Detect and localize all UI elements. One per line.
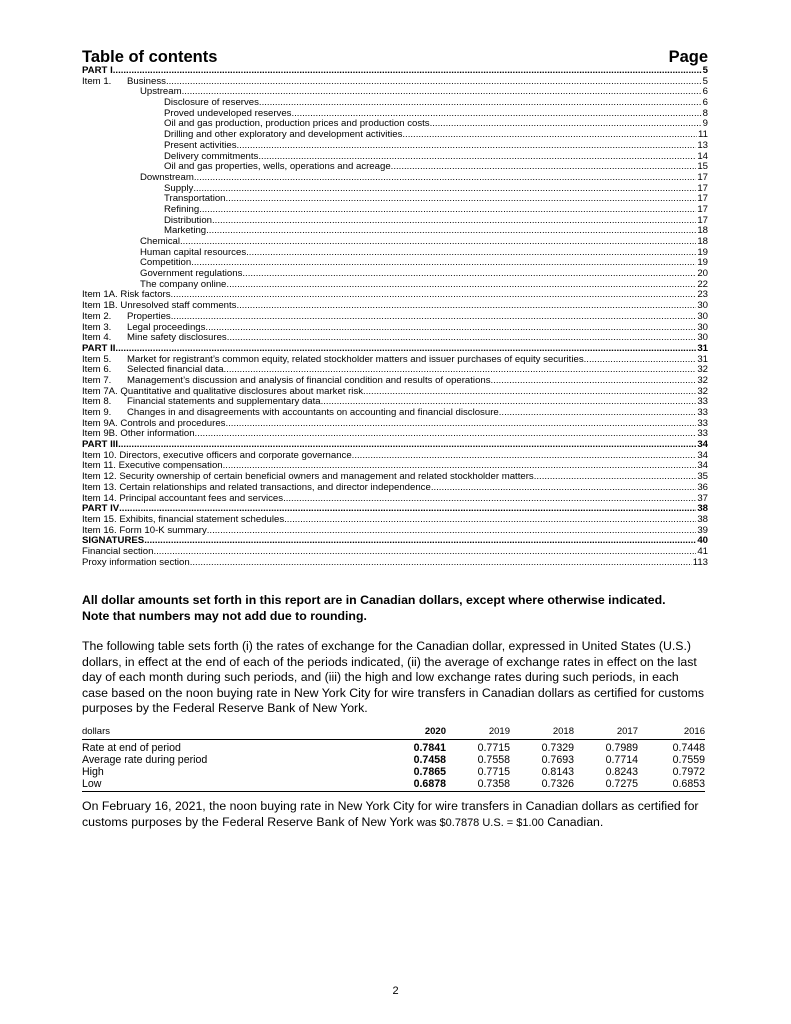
table-row <box>82 766 705 778</box>
rate-cell: 0.7715 <box>477 742 510 755</box>
toc-item-title: Supply <box>164 182 194 194</box>
toc-dot-leader <box>491 376 697 387</box>
toc-item-number: Item 1B. <box>82 300 118 312</box>
toc-dot-leader <box>391 162 697 173</box>
toc-item-title: The company online <box>140 278 227 290</box>
rate-cell: 0.7559 <box>672 754 705 767</box>
toc-page-number: 20 <box>697 268 708 280</box>
toc-entry[interactable] <box>82 536 708 547</box>
toc-page-number: 5 <box>702 65 708 76</box>
toc-page-number: 11 <box>698 129 708 141</box>
toc-page-number: 22 <box>697 278 708 290</box>
toc-page-number: 17 <box>697 193 708 205</box>
toc-entry[interactable] <box>82 526 708 537</box>
toc-dot-leader <box>402 130 697 141</box>
toc-dot-leader <box>237 141 697 152</box>
toc-page-number: 34 <box>697 449 708 461</box>
toc-page-number: 32 <box>697 385 708 397</box>
table-row <box>82 754 705 766</box>
toc-item-title: Government regulations <box>140 268 243 280</box>
toc-item-title: Oil and gas production, production prices and production costs <box>164 118 430 130</box>
toc-page-number: 40 <box>697 535 708 547</box>
toc-page-number: 39 <box>697 524 708 536</box>
toc-page-number: 34 <box>697 439 708 451</box>
toc-page-number: 34 <box>697 460 708 472</box>
toc-dot-leader <box>226 280 696 291</box>
toc-page-number: 35 <box>697 471 708 483</box>
toc-page-number: 30 <box>697 310 708 322</box>
rate-cell: 0.7358 <box>446 778 510 792</box>
rate-cell: 0.7715 <box>477 766 510 779</box>
toc-item-title: Oil and gas properties, wells, operations and acreage <box>164 161 391 173</box>
toc-item-title: Drilling and other exploratory and development activities <box>164 129 403 141</box>
page-number: 2 <box>392 985 399 997</box>
toc-dot-leader <box>226 194 697 205</box>
toc-item-number: Item 9. <box>82 407 112 418</box>
toc-item-title: Business <box>127 75 166 87</box>
toc-item-title: Distribution <box>164 214 212 226</box>
toc-dot-leader <box>584 355 697 366</box>
toc-page-number: 33 <box>697 417 708 429</box>
toc-item-number: Item 16. <box>82 524 117 536</box>
toc-page-number: 31 <box>697 342 708 354</box>
toc-page-number: 15 <box>697 161 708 173</box>
toc-page-number: 19 <box>697 257 708 269</box>
rate-cell: 0.7865 <box>413 766 446 779</box>
toc-dot-leader <box>193 184 696 195</box>
toc-item-title: Proxy information section <box>82 556 190 568</box>
toc-entry[interactable] <box>82 333 708 344</box>
toc-item-title: Security ownership of certain beneficial owners and management and related stockholder matters <box>119 471 534 483</box>
toc-dot-leader <box>227 333 697 344</box>
table-header-row <box>82 726 705 740</box>
toc-dot-leader <box>113 66 702 77</box>
notice-line-1: All dollar amounts set forth in this report are in Canadian dollars, except where otherwise indicated. <box>82 593 666 608</box>
toc-page-number: 33 <box>697 396 708 408</box>
toc-item-title: Disclosure of reserves <box>164 97 259 109</box>
toc-page-number: 8 <box>702 107 708 119</box>
toc-item-title: Certain relationships and related transactions, and director independence <box>119 481 431 493</box>
toc-page-number: 17 <box>697 171 708 183</box>
toc-page-number: 17 <box>697 203 708 215</box>
toc-item-title: Controls and procedures <box>120 417 226 429</box>
currency-notice <box>82 592 708 624</box>
toc-page-number: 30 <box>697 300 708 312</box>
exchange-rate-table <box>82 726 705 792</box>
toc-item-title: Chemical <box>140 236 180 247</box>
toc-page-number: 18 <box>697 225 708 237</box>
toc-item-title: Human capital resources <box>140 246 247 258</box>
rate-cell: 0.7329 <box>541 742 574 755</box>
row-label: Rate at end of period <box>82 742 181 755</box>
toc-item-number: Item 12. <box>82 471 117 483</box>
toc-item-number: Item 1A. <box>82 289 118 301</box>
toc-page-number: 30 <box>697 332 708 344</box>
toc-item-title: Transportation <box>164 193 226 205</box>
toc-item-number: Item 7. <box>82 374 112 386</box>
toc-dot-leader <box>195 429 697 440</box>
toc-item-title: SIGNATURES <box>82 535 145 547</box>
toc-item-title: Legal proceedings <box>127 321 206 333</box>
toc-dot-leader <box>153 547 696 558</box>
toc-entry[interactable] <box>82 301 708 312</box>
toc-item-number: Item 7A. <box>82 385 118 397</box>
toc-item-number: Item 9A. <box>82 417 118 429</box>
toc-dot-leader <box>534 472 697 483</box>
toc-item-number: Item 3. <box>82 321 112 333</box>
toc-page-number: 32 <box>697 364 708 376</box>
toc-item-title: Proved undeveloped reserves <box>164 107 292 119</box>
toc-item-number: Item 9B. <box>82 428 118 440</box>
toc-item-title: Marketing <box>164 225 207 237</box>
toc-page-number: 37 <box>697 492 708 504</box>
toc-item-title: Quantitative and qualitative disclosures about market risk <box>120 385 364 397</box>
toc-list <box>82 66 708 568</box>
toc-page-number: 5 <box>702 75 708 87</box>
closing-text-b: was $0.7878 U.S. = $1.00 <box>416 816 544 829</box>
toc-dot-leader <box>199 205 696 216</box>
toc-dot-leader <box>246 248 696 259</box>
rate-cell: 0.7448 <box>672 742 705 755</box>
toc-item-title: Selected financial data <box>127 364 224 376</box>
toc-item-title: Market for registrant’s common equity, related stockholder matters and issuer purchases of equity securities <box>127 353 584 365</box>
toc-item-title: Changes in and disagreements with accountants on accounting and financial disclosure <box>127 407 499 418</box>
toc-dot-leader <box>499 408 697 419</box>
toc-page-number: 33 <box>697 428 708 440</box>
year-header: 2017 <box>574 726 638 740</box>
toc-dot-leader <box>212 216 696 227</box>
toc-page-number: 33 <box>697 407 708 418</box>
toc-dot-leader <box>259 98 702 109</box>
toc-page-number: 14 <box>697 150 708 162</box>
toc-item-number: Item 6. <box>82 364 112 376</box>
row-label: Low <box>82 778 382 792</box>
toc-page-number: 17 <box>697 214 708 226</box>
toc-item-title: Risk factors <box>120 289 171 301</box>
toc-entry-label <box>82 344 115 355</box>
table-row <box>82 778 705 792</box>
toc-dot-leader <box>180 237 696 248</box>
toc-entry-label <box>82 558 190 569</box>
toc-item-title: Unresolved staff comments <box>120 300 237 312</box>
toc-page-number: 36 <box>697 481 708 493</box>
toc-item-title: Downstream <box>140 171 194 183</box>
toc-item-title: Financial statements and supplementary data <box>127 396 321 408</box>
toc-item-number: Item 5. <box>82 353 112 365</box>
toc-item-title: Refining <box>164 203 200 215</box>
toc-dot-leader <box>352 451 697 462</box>
toc-item-title: Other information <box>120 428 195 440</box>
toc-dot-leader <box>284 515 696 526</box>
toc-item-number: Item 4. <box>82 332 112 344</box>
toc-page-number: 9 <box>702 118 708 130</box>
toc-item-title: Executive compensation <box>118 460 223 472</box>
toc-page-number: 19 <box>697 246 708 258</box>
toc-item-title: Financial section <box>82 545 154 557</box>
toc-dot-leader <box>166 77 702 88</box>
toc-item-title: Mine safety disclosures <box>127 332 227 344</box>
rate-cell: 0.7989 <box>605 742 638 755</box>
toc-item-title: Delivery commitments <box>164 150 259 162</box>
page-content <box>82 48 708 831</box>
toc-dot-leader <box>206 226 696 237</box>
toc-item-number: Item 2. <box>82 310 112 322</box>
toc-item-number: Item 15. <box>82 513 117 525</box>
rate-cell: 0.8243 <box>605 766 638 779</box>
toc-item-title: Management’s discussion and analysis of financial condition and results of operations <box>127 374 491 386</box>
toc-page-number: 23 <box>697 289 708 301</box>
rate-cell: 0.7841 <box>413 742 446 755</box>
rate-cell: 0.6853 <box>638 778 705 792</box>
toc-page-number: 6 <box>702 86 708 98</box>
toc-dot-leader <box>205 323 696 334</box>
toc-item-title: Directors, executive officers and corporate governance <box>119 449 352 461</box>
intro-paragraph: The following table sets forth (i) the rates of exchange for the Canadian dollar, expressed in United States (U.S.) dollars, in effect at the end of each of the periods indicated, (ii) the average of exchange rates in effect on the last day of each month during such periods, and (iii) the high and low exchange rates during such periods, in each case based on the noon buying rate in New York City for wire transfers in Canadian dollars as certified for customs purposes by the Federal Reserve Bank of New York. <box>82 639 704 715</box>
toc-item-title: Properties <box>127 310 171 322</box>
toc-dot-leader <box>191 258 696 269</box>
rate-cell: 0.8143 <box>541 766 574 779</box>
toc-item-number: Item 14. <box>82 492 117 504</box>
toc-dot-leader <box>207 526 697 537</box>
toc-dot-leader <box>431 483 697 494</box>
toc-page-number: 32 <box>697 374 708 386</box>
toc-dot-leader <box>182 87 702 98</box>
toc-page-number: 17 <box>697 182 708 194</box>
toc-item-title: Principal accountant fees and services <box>119 492 284 504</box>
rate-cell: 0.7458 <box>413 754 446 767</box>
toc-dot-leader <box>171 290 697 301</box>
toc-dot-leader <box>283 494 696 505</box>
toc-page-number: 41 <box>697 545 708 557</box>
toc-item-number: Item 11. <box>82 460 116 472</box>
rate-cell: 0.7326 <box>510 778 574 792</box>
toc-page-number: 113 <box>692 556 708 568</box>
unit-label: dollars <box>82 726 382 740</box>
rate-cell: 0.7693 <box>541 754 574 767</box>
toc-page-number: 18 <box>697 236 708 247</box>
toc-dot-leader <box>236 301 696 312</box>
notice-line-2: Note that numbers may not add due to rounding. <box>82 609 367 624</box>
closing-text-a: On February 16, 2021, the noon buying rate in New York City for wire transfers in Canadian dollars as certified for customs purposes by the Federal Reserve Bank of New York <box>82 799 699 829</box>
toc-item-title: PART IV <box>82 503 120 515</box>
closing-text-c: Canadian. <box>543 814 604 829</box>
rate-cell: 0.7275 <box>574 778 638 792</box>
toc-dot-leader <box>171 312 697 323</box>
toc-dot-leader <box>363 387 696 398</box>
year-header: 2020 <box>382 726 446 740</box>
toc-item-title: Present activities <box>164 139 237 151</box>
toc-item-number: Item 8. <box>82 396 112 408</box>
toc-title: Table of contents <box>82 48 218 66</box>
row-label: Average rate during period <box>82 754 208 767</box>
rate-cell: 0.7558 <box>477 754 510 767</box>
toc-page-number: 30 <box>697 321 708 333</box>
rate-cell: 0.7714 <box>605 754 638 767</box>
toc-page-label: Page <box>668 48 708 66</box>
year-header: 2019 <box>446 726 510 740</box>
toc-item-number: Item 13. <box>82 481 117 493</box>
toc-item-title: PART II <box>82 342 116 354</box>
toc-dot-leader <box>190 558 692 569</box>
toc-entry[interactable] <box>82 66 708 77</box>
toc-dot-leader <box>144 536 696 547</box>
toc-item-title: Competition <box>140 257 192 269</box>
toc-dot-leader <box>430 119 702 130</box>
toc-item-title: Exhibits, financial statement schedules <box>119 513 285 525</box>
toc-header <box>82 48 708 66</box>
year-header: 2018 <box>510 726 574 740</box>
toc-dot-leader <box>242 269 696 280</box>
table-row <box>82 740 705 755</box>
toc-page-number: 38 <box>697 503 708 515</box>
toc-entry[interactable] <box>82 280 708 291</box>
rate-cell: 0.7972 <box>672 766 705 779</box>
toc-page-number: 31 <box>697 353 708 365</box>
toc-page-number: 38 <box>697 513 708 525</box>
toc-item-number: Item 10. <box>82 449 117 461</box>
toc-item-title: Form 10-K summary <box>119 524 207 536</box>
toc-page-number: 6 <box>702 97 708 109</box>
toc-item-title: PART I <box>82 65 113 76</box>
toc-item-number: Item 1. <box>82 75 112 87</box>
toc-dot-leader <box>225 419 696 430</box>
toc-dot-leader <box>194 173 696 184</box>
row-label: High <box>82 766 104 779</box>
year-header: 2016 <box>638 726 705 740</box>
toc-entry[interactable] <box>82 494 708 505</box>
toc-item-title: Upstream <box>140 86 182 98</box>
toc-entry-label <box>164 162 391 173</box>
toc-entry[interactable] <box>82 558 708 569</box>
rate-cell: 0.6878 <box>382 778 446 792</box>
toc-entry[interactable] <box>82 429 708 440</box>
toc-item-title: PART III <box>82 439 119 451</box>
closing-paragraph <box>82 799 708 831</box>
toc-page-number: 13 <box>697 139 708 151</box>
